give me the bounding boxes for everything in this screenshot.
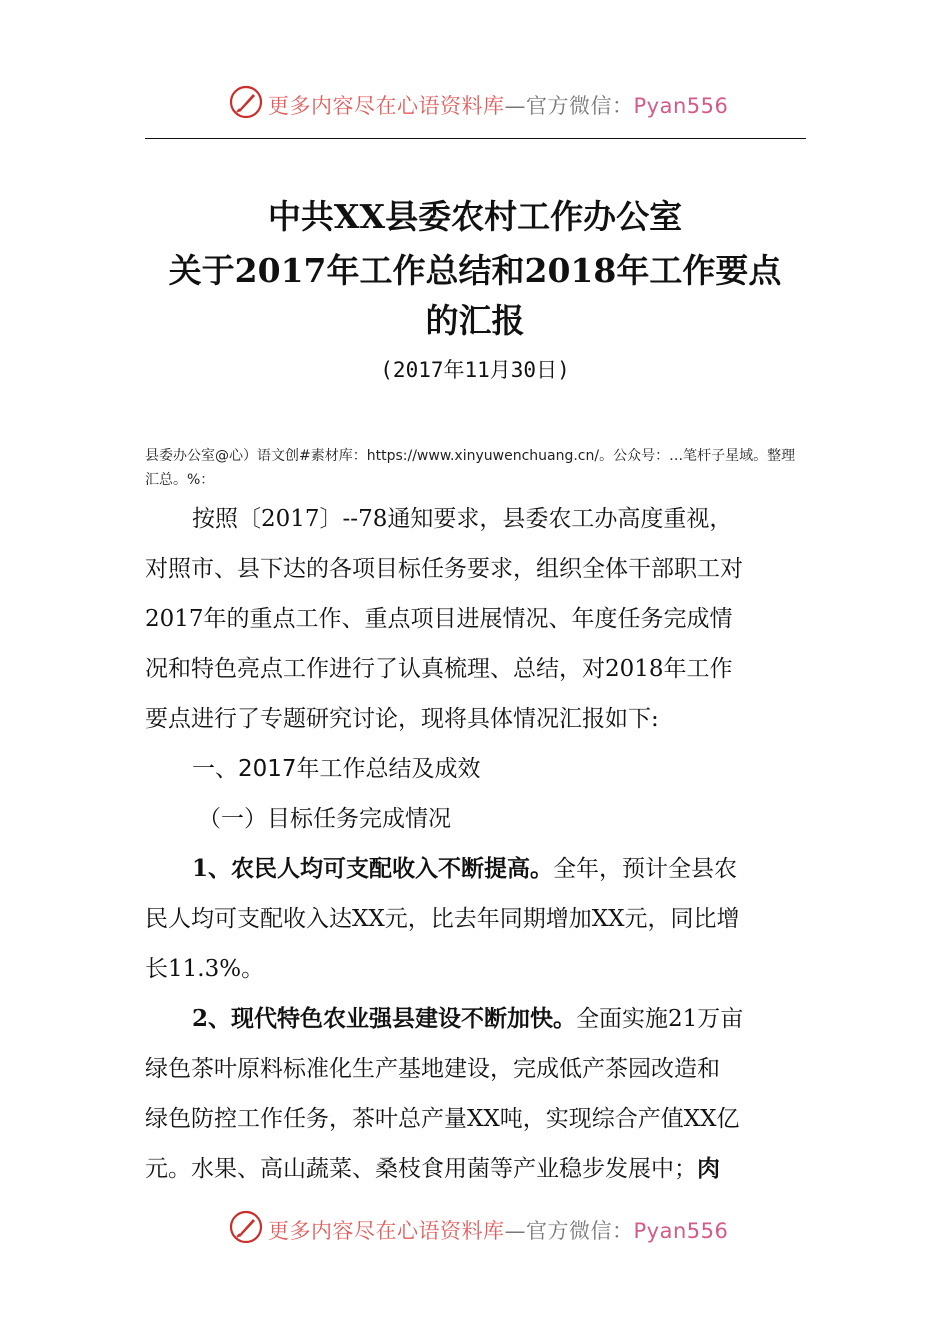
title-line-3: 的汇报 [425,301,525,340]
item-2-last-bold: 肉 [697,1155,720,1182]
report-date: (2017年11月30日) [380,358,570,382]
paragraph-line: 长11.3%。 [145,956,265,982]
item-2-heading: 2、现代特色农业强县建设不断加快。 [192,1005,577,1032]
header-watermark [0,83,950,123]
footer-text [268,1215,728,1245]
brand-text: 更多内容尽在心语资料库 [268,1219,505,1243]
subsection-heading: （一）目标任务完成情况 [198,806,451,832]
item-2-line [192,1002,743,1036]
brand-text: 更多内容尽在心语资料库 [268,94,505,118]
wechat-label: —官方微信： [504,94,634,118]
section-heading: 一、2017年工作总结及成效 [192,756,481,782]
quill-logo-icon [229,85,263,119]
title-line-1: 中共XX县委农村工作办公室 [267,197,683,236]
wechat-label: —官方微信： [504,1219,634,1243]
paragraph-line: 2017年的重点工作、重点项目进展情况、年度任务完成情 [145,606,733,632]
paragraph-line: 绿色茶叶原料标准化生产基地建设，完成低产茶园改造和 [145,1056,720,1082]
item-1-line [192,852,737,886]
paragraph-line: 民人均可支配收入达XX元，比去年同期增加XX元，同比增 [145,906,740,932]
item-2-text: 全面实施21万亩 [576,1006,744,1032]
source-note: 县委办公室@心）语文创#素材库：https://www.xinyuwenchuang.cn/。公众号：…笔杆子星域。整理汇总。%： [145,448,796,488]
paragraph-line: 对照市、县下达的各项目标任务要求，组织全体干部职工对 [145,556,743,582]
title-line-2: 关于2017年工作总结和2018年工作要点 [168,251,782,290]
paragraph-line: 况和特色亮点工作进行了认真梳理、总结，对2018年工作 [145,656,733,682]
item-1-heading: 1、农民人均可支配收入不断提高。 [192,855,554,882]
paragraph-line: 绿色防控工作任务，茶叶总产量XX吨，实现综合产值XX亿 [145,1106,740,1132]
header-divider [145,138,806,139]
quill-logo-icon [229,1210,263,1244]
paragraph-line [145,1152,720,1186]
wechat-id: Pyan556 [633,1219,729,1243]
footer-watermark [0,1208,950,1248]
paragraph-line: 要点进行了专题研究讨论，现将具体情况汇报如下: [145,706,659,732]
wechat-id: Pyan556 [633,94,729,118]
header-text [268,90,728,120]
item-1-text: 全年，预计全县农 [553,856,738,882]
paragraph-line: 按照〔2017〕--78通知要求，县委农工办高度重视， [192,506,733,532]
item-2-last-text: 元。水果、高山蔬菜、桑枝食用菌等产业稳步发展中； [145,1156,697,1182]
